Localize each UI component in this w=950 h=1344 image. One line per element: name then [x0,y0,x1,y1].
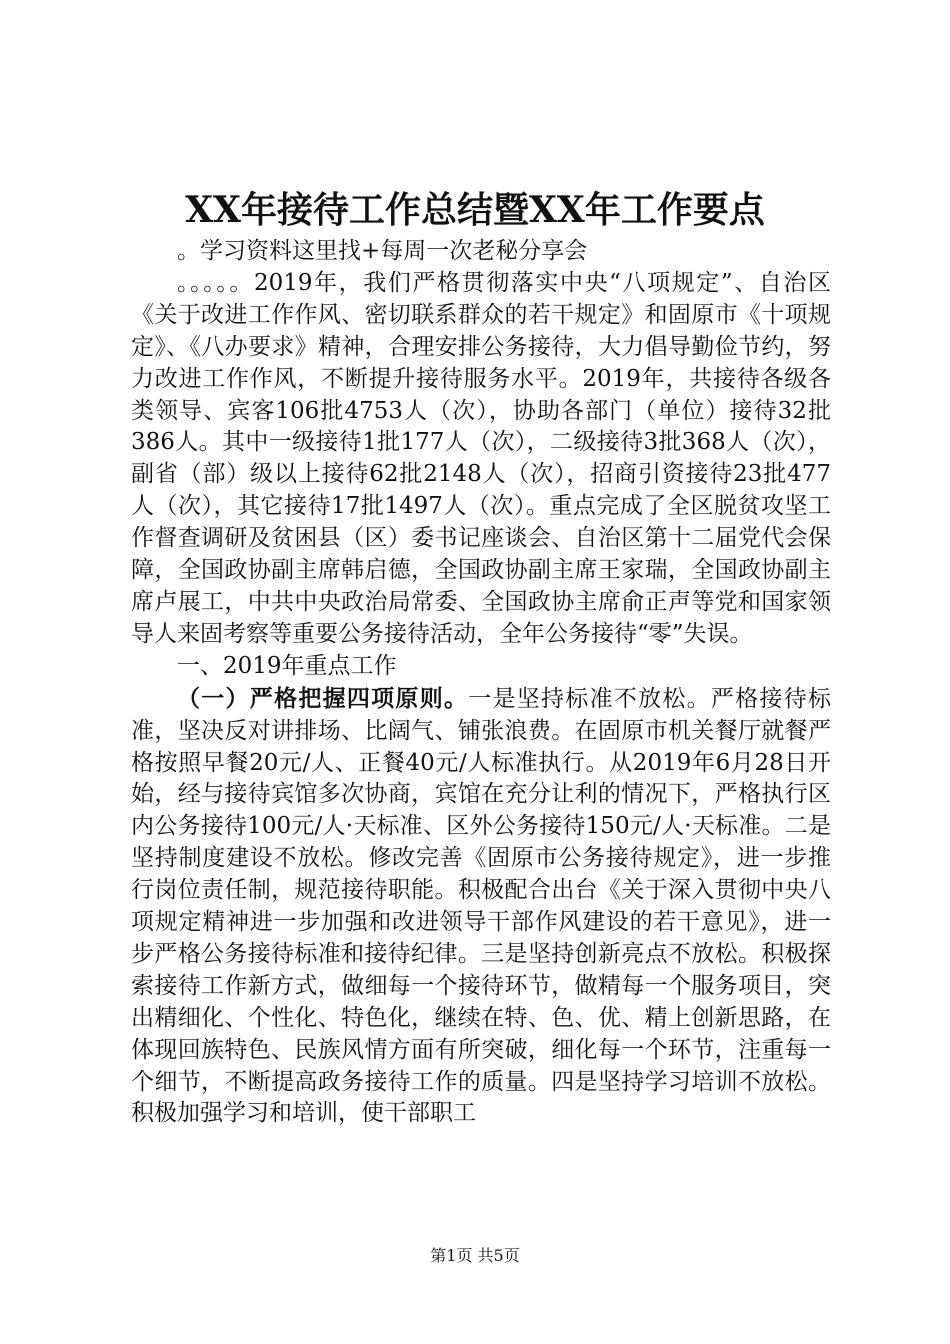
document-body [131,236,831,1130]
section-heading: 一、2019年重点工作 [177,652,397,679]
section-1-lead: （一）严格把握四项原则。 [177,684,469,712]
intro-line: 。学习资料这里找+每周一次老秘分享会 [177,238,588,264]
paragraph-section-1 [131,683,831,1131]
page-footer: 第1页 共5页 [430,1246,520,1265]
document-title: XX年接待工作总结暨XX年工作要点 [185,189,765,231]
section-1-text: 一是坚持标准不放松。严格接待标准，坚决反对讲排场、比阔气、铺张浪费。在固原市机关餐厅就餐严格按照早餐20元/人、正餐40元/人标准执行。从2019年6月28日开始，经与接待宾馆多次协商，宾馆在充分让利的情况下，严格执行区内公务接待100元/人·天标准、区外公务接待150元/人·天标准。二是坚持制度建设不放松。修改完善《固原市公务接待规定》，进一步推行岗位责任制，规范接待职能。积极配合出台《关于深入贯彻中央八项规定精神进一步加强和改进领导干部作风建设的若干意见》，进一步严格公务接待标准和接待纪律。三是坚持创新亮点不放松。积极探索接待工作新方式，做细每一个接待环节，做精每一个服务项目，突出精细化、个性化、特色化，继续在特、色、优、精上创新思路，在体现回族特色、民族风情方面有所突破，细化每一个环节，注重每一个细节，不断提高政务接待工作的质量。四是坚持学习培训不放松。积极加强学习和培训，使干部职工 [131,685,832,1127]
paragraph-summary: 。。。。。2019年，我们严格贯彻落实中央“八项规定”、自治区《关于改进工作作风、密切联系群众的若干规定》和固原市《十项规定》、《八办要求》精神，合理安排公务接待，大力倡导勤俭节约，努力改进工作作风，不断提升接待服务水平。2019年，共接待各级各类领导、宾客106批4753人（次），协助各部门（单位）接待32批386人。其中一级接待1批177人（次），二级接待3批368人（次），副省（部）级以上接待62批2148人（次），招商引资接待23批477人（次），其它接待17批1497人（次）。重点完成了全区脱贫攻坚工作督查调研及贫困县（区）委书记座谈会、自治区第十二届党代会保障，全国政协副主席韩启德，全国政协副主席王家瑞，全国政协副主席卢展工，中共中央政治局常委、全国政协主席俞正声等党和国家领导人来固考察等重要公务接待活动，全年公务接待“零”失误。 [131,269,831,647]
